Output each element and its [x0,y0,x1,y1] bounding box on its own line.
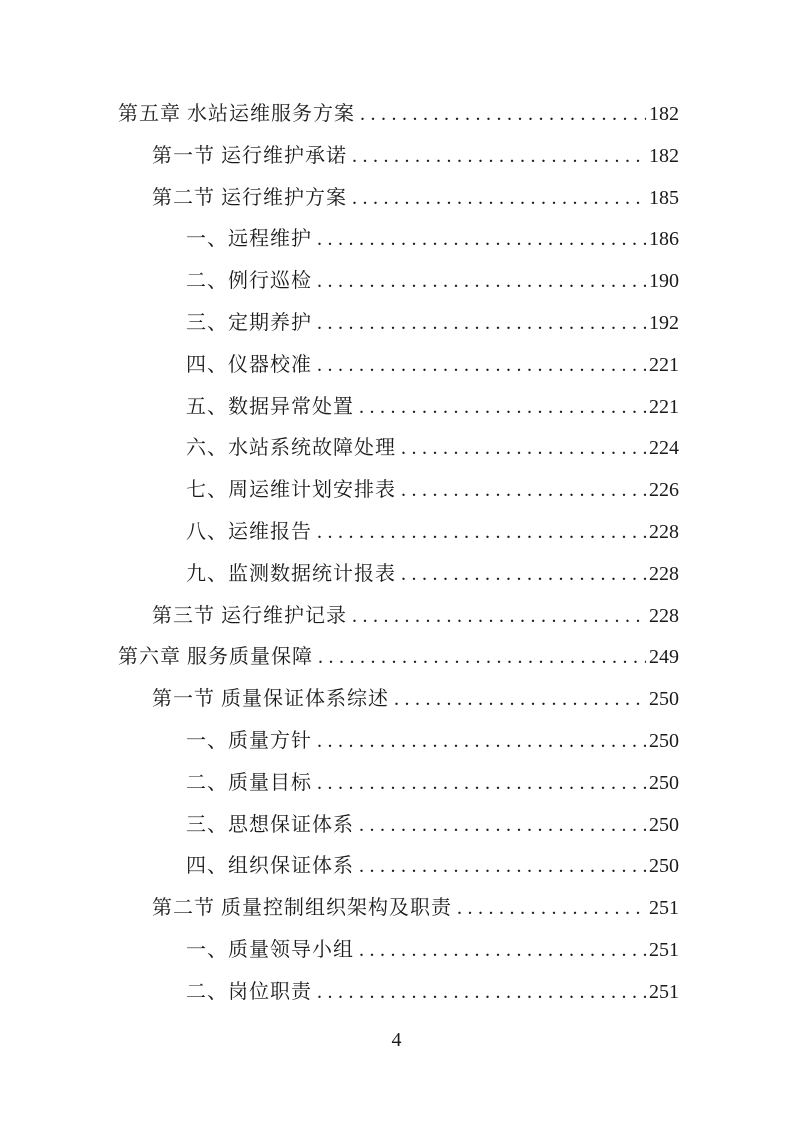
toc-entry-page: 221 [649,395,679,418]
toc-entry[interactable] [118,387,679,429]
toc-entry-title: 五、数据异常处置 [186,395,354,418]
toc-entry-title: 二、质量目标 [186,771,312,794]
toc-leader-dots [317,972,646,1014]
toc-entry[interactable] [118,94,679,136]
toc-entry-title: 八、运维报告 [186,520,312,543]
toc-entry-page: 251 [649,980,679,1003]
toc-leader-dots [359,805,646,847]
toc-leader-dots [317,219,646,261]
toc-entry-title: 四、仪器校准 [186,353,312,376]
toc-entry[interactable] [118,637,679,679]
toc-entry-page: 192 [649,311,679,334]
toc-leader-dots [401,470,646,512]
toc-entry[interactable] [118,136,679,178]
toc-entry-title: 三、定期养护 [186,311,312,334]
toc-entry-title: 第二节 运行维护方案 [152,186,347,209]
toc-entry-page: 250 [649,729,679,752]
toc-entry[interactable] [118,805,679,847]
toc-entry[interactable] [118,679,679,721]
toc-entry-page: 250 [649,771,679,794]
toc-entry-title: 一、远程维护 [186,228,312,251]
toc-leader-dots [317,261,646,303]
toc-entry[interactable] [118,178,679,220]
toc-entry[interactable] [118,303,679,345]
toc-leader-dots [352,136,646,178]
toc-entry-title: 六、水站系统故障处理 [186,437,396,460]
toc-entry-title: 三、思想保证体系 [186,813,354,836]
toc-entry-page: 228 [649,604,679,627]
toc-entry[interactable] [118,846,679,888]
toc-entry-page: 186 [649,228,679,251]
toc-entry-page: 250 [649,813,679,836]
toc-entry[interactable] [118,219,679,261]
toc-entry-title: 第五章 水站运维服务方案 [118,103,355,125]
toc-entry-title: 二、例行巡检 [186,270,312,293]
toc-leader-dots [317,303,646,345]
toc-entry-page: 250 [649,855,679,878]
toc-entry[interactable] [118,428,679,470]
toc-entry[interactable] [118,261,679,303]
toc-leader-dots [318,637,646,679]
toc-entry[interactable] [118,345,679,387]
toc-entry-title: 七、周运维计划安排表 [186,479,396,502]
toc-entry-title: 一、质量领导小组 [186,938,354,961]
toc-entry-page: 251 [649,897,679,920]
toc-entry[interactable] [118,888,679,930]
toc-entry-page: 185 [649,186,679,209]
toc-entry-title: 四、组织保证体系 [186,855,354,878]
toc-entry-title: 一、质量方针 [186,729,312,752]
toc-entry-page: 221 [649,353,679,376]
toc-entry[interactable] [118,930,679,972]
toc-entry-page: 182 [649,103,679,125]
page-number: 4 [391,1029,402,1051]
toc-leader-dots [401,428,646,470]
toc-entry-page: 249 [649,646,679,669]
toc-entry-page: 228 [649,562,679,585]
toc-entry[interactable] [118,596,679,638]
toc-entry[interactable] [118,512,679,554]
toc-leader-dots [317,512,646,554]
toc-entry[interactable] [118,470,679,512]
toc-leader-dots [360,94,646,136]
toc-leader-dots [359,930,646,972]
toc-entry-page: 182 [649,144,679,167]
toc-leader-dots [457,888,646,930]
toc-leader-dots [352,596,646,638]
toc-entry[interactable] [118,554,679,596]
toc-entry-title: 第六章 服务质量保障 [118,646,313,669]
toc-entry-page: 226 [649,479,679,502]
toc-leader-dots [317,721,646,763]
toc-entry-page: 250 [649,688,679,711]
page-footer [0,1027,793,1053]
toc-entry[interactable] [118,763,679,805]
toc-entry-page: 251 [649,938,679,961]
toc-entry[interactable] [118,972,679,1014]
toc-entry-title: 第一节 运行维护承诺 [152,144,347,167]
toc-leader-dots [352,178,646,220]
toc-entry-title: 第二节 质量控制组织架构及职责 [152,897,452,920]
toc-leader-dots [317,763,646,805]
toc-list [118,94,679,1014]
toc-entry-title: 二、岗位职责 [186,980,312,1003]
toc-leader-dots [394,679,646,721]
toc-entry-title: 九、监测数据统计报表 [186,562,396,585]
toc-entry-page: 228 [649,520,679,543]
toc-entry-page: 224 [649,437,679,460]
toc-leader-dots [359,387,646,429]
toc-entry-title: 第三节 运行维护记录 [152,604,347,627]
toc-leader-dots [401,554,646,596]
toc-leader-dots [317,345,646,387]
toc-leader-dots [359,846,646,888]
toc-entry-page: 190 [649,270,679,293]
toc-entry-title: 第一节 质量保证体系综述 [152,688,389,711]
toc-entry[interactable] [118,721,679,763]
